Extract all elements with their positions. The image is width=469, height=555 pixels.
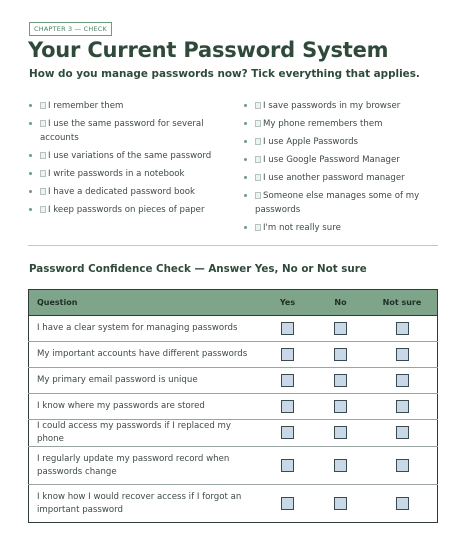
bullet-icon (29, 122, 32, 125)
bullet-icon (244, 176, 247, 179)
list-item-label: I write passwords in a notebook (48, 169, 185, 179)
not-sure-cell (367, 316, 438, 342)
not-sure-cell (367, 447, 438, 485)
checkbox[interactable] (40, 102, 46, 109)
list-item[interactable] (29, 117, 234, 145)
no-cell (314, 316, 367, 342)
not-sure-cell (367, 394, 438, 420)
list-item-label: My phone remembers them (263, 119, 383, 129)
page-subtitle: How do you manage passwords now? Tick everything that applies. (29, 68, 420, 80)
list-item-label: I remember them (48, 101, 124, 111)
bullet-icon (29, 208, 32, 211)
list-item[interactable] (29, 149, 234, 163)
no-checkbox[interactable] (334, 374, 347, 387)
section-divider (28, 245, 438, 246)
checkbox[interactable] (40, 120, 46, 127)
no-cell (314, 394, 367, 420)
yes-checkbox[interactable] (281, 374, 294, 387)
no-checkbox[interactable] (334, 459, 347, 472)
list-item[interactable] (244, 189, 439, 217)
list-item-label: I use Apple Passwords (263, 137, 359, 147)
table-header-row (29, 290, 438, 316)
checkbox[interactable] (255, 174, 261, 181)
list-item-label: I use Google Password Manager (263, 155, 400, 165)
list-item-label: Someone else manages some of my passwords (255, 191, 420, 215)
list-item[interactable] (244, 117, 439, 131)
not-sure-checkbox[interactable] (396, 400, 409, 413)
column-header-yes: Yes (261, 290, 314, 316)
yes-cell (261, 316, 314, 342)
question-cell: I regularly update my password record when passwords change (29, 447, 262, 485)
yes-checkbox[interactable] (281, 459, 294, 472)
yes-checkbox[interactable] (281, 348, 294, 361)
checkbox[interactable] (255, 138, 261, 145)
column-header-not-sure: Not sure (367, 290, 438, 316)
yes-checkbox[interactable] (281, 426, 294, 439)
list-item[interactable] (29, 99, 234, 113)
bullet-icon (244, 226, 247, 229)
confidence-table (28, 289, 438, 523)
yes-checkbox[interactable] (281, 400, 294, 413)
no-cell (314, 368, 367, 394)
list-item-label: I use variations of the same password (48, 151, 212, 161)
checkbox[interactable] (255, 102, 261, 109)
yes-cell (261, 447, 314, 485)
bullet-icon (244, 122, 247, 125)
no-checkbox[interactable] (334, 348, 347, 361)
bullet-icon (29, 190, 32, 193)
no-checkbox[interactable] (334, 322, 347, 335)
page-title: Your Current Password System (28, 38, 389, 62)
checkbox[interactable] (40, 206, 46, 213)
not-sure-checkbox[interactable] (396, 348, 409, 361)
list-item-label: I save passwords in my browser (263, 101, 401, 111)
bullet-icon (29, 154, 32, 157)
no-cell (314, 485, 367, 523)
no-checkbox[interactable] (334, 426, 347, 439)
not-sure-checkbox[interactable] (396, 374, 409, 387)
question-cell: I know how I would recover access if I forgot an important password (29, 485, 262, 523)
checklist-right (244, 99, 439, 239)
yes-cell (261, 420, 314, 447)
checkbox[interactable] (255, 156, 261, 163)
no-cell (314, 420, 367, 447)
yes-cell (261, 342, 314, 368)
chapter-tag: CHAPTER 3 — CHECK (29, 22, 112, 36)
bullet-icon (244, 140, 247, 143)
checkbox[interactable] (40, 152, 46, 159)
list-item[interactable] (244, 221, 439, 235)
checklist-left (29, 99, 234, 221)
list-item[interactable] (29, 203, 234, 217)
list-item-label: I keep passwords on pieces of paper (48, 205, 205, 215)
checkbox[interactable] (40, 170, 46, 177)
list-item-label: I use the same password for several accounts (40, 119, 204, 143)
no-cell (314, 447, 367, 485)
yes-cell (261, 485, 314, 523)
question-cell: My primary email password is unique (29, 368, 262, 394)
no-cell (314, 342, 367, 368)
list-item-label: I use another password manager (263, 173, 405, 183)
not-sure-cell (367, 420, 438, 447)
bullet-icon (244, 104, 247, 107)
not-sure-checkbox[interactable] (396, 322, 409, 335)
section-title: Password Confidence Check — Answer Yes, No or Not sure (29, 263, 367, 275)
yes-cell (261, 394, 314, 420)
not-sure-cell (367, 368, 438, 394)
column-header-no: No (314, 290, 367, 316)
table-row (29, 316, 438, 342)
bullet-icon (29, 172, 32, 175)
table-row (29, 342, 438, 368)
table-row (29, 447, 438, 485)
list-item[interactable] (244, 153, 439, 167)
bullet-icon (244, 194, 247, 197)
yes-cell (261, 368, 314, 394)
table-row (29, 394, 438, 420)
list-item[interactable] (29, 167, 234, 181)
checkbox[interactable] (255, 192, 261, 199)
yes-checkbox[interactable] (281, 497, 294, 510)
not-sure-checkbox[interactable] (396, 497, 409, 510)
list-item[interactable] (29, 185, 234, 199)
list-item-label: I have a dedicated password book (48, 187, 195, 197)
question-cell: My important accounts have different passwords (29, 342, 262, 368)
table-row (29, 420, 438, 447)
list-item[interactable] (244, 99, 439, 113)
list-item-label: I'm not really sure (263, 223, 341, 233)
bullet-icon (29, 104, 32, 107)
not-sure-checkbox[interactable] (396, 426, 409, 439)
question-cell: I have a clear system for managing passwords (29, 316, 262, 342)
table-row (29, 368, 438, 394)
question-cell: I could access my passwords if I replaced my phone (29, 420, 262, 447)
list-item[interactable] (244, 171, 439, 185)
checkbox[interactable] (255, 224, 261, 231)
list-item[interactable] (244, 135, 439, 149)
not-sure-cell (367, 342, 438, 368)
not-sure-cell (367, 485, 438, 523)
not-sure-checkbox[interactable] (396, 459, 409, 472)
no-checkbox[interactable] (334, 400, 347, 413)
no-checkbox[interactable] (334, 497, 347, 510)
checkbox[interactable] (255, 120, 261, 127)
column-header-question: Question (29, 290, 262, 316)
table-row (29, 485, 438, 523)
yes-checkbox[interactable] (281, 322, 294, 335)
bullet-icon (244, 158, 247, 161)
checkbox[interactable] (40, 188, 46, 195)
question-cell: I know where my passwords are stored (29, 394, 262, 420)
